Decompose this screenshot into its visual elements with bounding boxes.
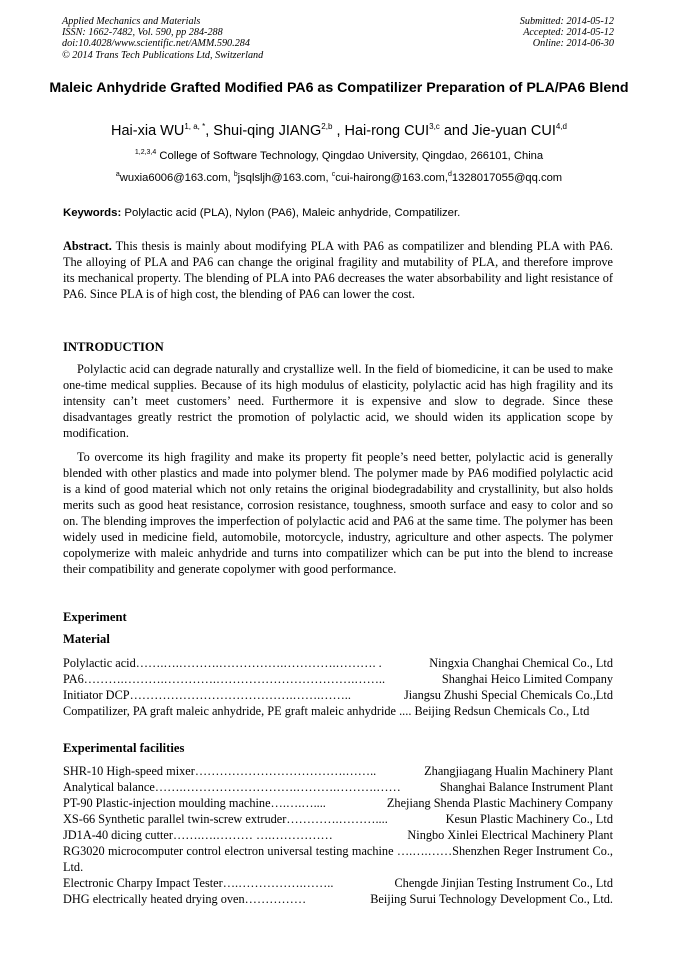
facility-name: SHR-10 High-speed mixer — [63, 764, 195, 778]
material-name: Initiator DCP — [63, 688, 130, 702]
list-item — [63, 795, 613, 811]
author-name: Shui-qing JIANG — [213, 123, 322, 139]
facilities-heading: Experimental facilities — [63, 741, 185, 755]
affiliation-text: College of Software Technology, Qingdao University, Qingdao, 266101, China — [159, 150, 544, 162]
material-list — [63, 655, 613, 719]
submission-dates — [520, 16, 614, 50]
author-name: Jie-yuan CUI — [472, 123, 556, 139]
facility-name: PT-90 Plastic-injection moulding machine — [63, 796, 271, 810]
list-item — [63, 891, 613, 907]
journal-doi: doi:10.4028/www.scientific.net/AMM.590.284 — [62, 38, 250, 50]
email-link[interactable]: cui-hairong@163.com, — [335, 172, 448, 184]
affiliation-sup: 1,2,3,4 — [134, 149, 157, 156]
facility-name: JD1A-40 dicing cutter — [63, 828, 173, 842]
leader-dots: ….….….... — [270, 796, 326, 810]
intro-paragraph-1: Polylactic acid can degrade naturally and crystallize well. In the field of biomedicine, it can be used to make one-time medical supplies. Because of its high modulus of elasticity, polylactic acid has high fragility and its intensity can’t meet customers’ need. Furthermore it is expensive and slow to degrade. Since these disadvantages greatly restrict the promotion of polylactic acid, we should widen its application scope by modification. — [63, 362, 613, 440]
facilities-list — [63, 763, 613, 907]
author-emails — [20, 172, 658, 184]
facility-name: XS-66 Synthetic parallel twin-screw extruder — [63, 812, 287, 826]
author-sup: 1, a, * — [184, 122, 206, 131]
author-list — [20, 121, 658, 141]
leader-dots: ………….……….... — [286, 812, 388, 826]
abstract — [63, 238, 613, 302]
author-separator: , — [332, 123, 345, 139]
keywords-text: Polylactic acid (PLA), Nylon (PA6), Maleic anhydride, Compatilizer. — [121, 207, 461, 219]
author-sup: 3,c — [429, 122, 440, 131]
leader-dots: …….….……… ….…………… — [172, 828, 333, 842]
journal-header — [62, 16, 263, 61]
material-source: Jiangsu Zhushi Special Chemicals Co.,Ltd — [403, 688, 613, 702]
author-name: Hai-xia WU — [111, 123, 185, 139]
material-name: PA6 — [63, 672, 84, 686]
introduction-heading: INTRODUCTION — [63, 340, 164, 354]
facility-maker: Kesun Plastic Machinery Co., Ltd — [445, 812, 613, 826]
facility-name: Analytical balance — [63, 780, 155, 794]
author-sup: 2,b — [321, 122, 333, 131]
leader-dots: …….……………………….……….……….…… — [154, 780, 401, 794]
facility-maker: Zhangjiagang Hualin Machinery Plant — [424, 764, 613, 778]
author-separator: , — [205, 123, 214, 139]
material-name: Polylactic acid — [63, 656, 136, 670]
leader-dots: ………………………………….…….…….. — [129, 688, 351, 702]
email-sup: d — [447, 171, 452, 178]
facility-maker: Beijing Surui Technology Development Co., Ltd. — [370, 892, 613, 906]
email-sup: a — [115, 171, 120, 178]
list-item — [63, 655, 613, 671]
list-item-wrapped: RG3020 microcomputer control electron universal testing machine ….….……Shenzhen Reger Instrument Co., Ltd. — [63, 844, 613, 874]
list-item — [63, 875, 613, 891]
email-link[interactable]: wuxia6006@163.com, — [119, 172, 234, 184]
facility-maker: Chengde Jinjian Testing Instrument Co., Ltd — [394, 876, 613, 890]
list-item — [63, 763, 613, 779]
abstract-label: Abstract. — [63, 239, 112, 253]
intro-paragraph-2: To overcome its high fragility and make its property fit people’s need better, polylactic acid is generally blended with other plastics and made into polymer blend. The polymer made by PA6 modified polylactic acid is a kind of good material which not only retains the original biodegradability and crystallinity, but also holds merits such as good heat resistance, corrosion resistance, toughness, smooth surface and easy to color and so on. The blending improves the imperfection of polylactic acid and PA6 at the same time. The polymer has been widely used in medicine field, automobile, motorcycle, industry, agriculture and other aspects. The polymer copolymerize with maleic anhydride and turns into compatilizer which can be put into the blend to increase their compatibility and generate copolymer with good performance. — [63, 450, 613, 576]
material-source: Shanghai Heico Limited Company — [441, 672, 613, 686]
accepted-date: Accepted: 2014-05-12 — [523, 27, 614, 39]
list-item — [63, 687, 613, 703]
facility-maker: Zhejiang Shenda Plastic Machinery Company — [386, 796, 613, 810]
facility-maker: Shanghai Balance Instrument Plant — [439, 780, 613, 794]
email-link[interactable]: jsqlsljh@163.com, — [237, 172, 332, 184]
journal-copyright: © 2014 Trans Tech Publications Ltd, Switzerland — [62, 49, 264, 61]
email-sup: c — [331, 171, 336, 178]
list-item — [63, 827, 613, 843]
leader-dots: ……………………………….…….. — [194, 764, 377, 778]
affiliation — [20, 150, 658, 162]
leader-dots: …….….……….…………….………….………. . — [135, 656, 382, 670]
list-item-wrapped: Compatilizer, PA graft maleic anhydride, PE graft maleic anhydride .... Beijing Redsun Chemicals Co., Ltd — [63, 704, 590, 718]
leader-dots: ….…………….…….. — [222, 876, 334, 890]
journal-name: Applied Mechanics and Materials — [62, 16, 201, 27]
author-separator: and — [439, 123, 473, 139]
facility-maker: Ningbo Xinlei Electrical Machinery Plant — [407, 828, 613, 842]
keywords-label: Keywords: — [63, 207, 122, 219]
online-date: Online: 2014-06-30 — [532, 38, 614, 50]
facility-name: Electronic Charpy Impact Tester — [63, 876, 223, 890]
material-heading: Material — [63, 632, 110, 646]
abstract-text: This thesis is mainly about modifying PLA with PA6 as compatilizer and blending PLA with PA6. The alloying of PLA and PA6 can change the original fragility and mutability of PLA, and therefore improve its mechanical property. The blending of PLA into PA6 decreases the water absorbability and light resistance of PA6. Since PLA is of high cost, the blending of PA6 can lower the cost. — [63, 239, 613, 301]
email-link[interactable]: 1328017055@qq.com — [451, 172, 563, 184]
submitted-date: Submitted: 2014-05-12 — [519, 16, 614, 27]
list-item — [63, 811, 613, 827]
author-name: Hai-rong CUI — [344, 123, 430, 139]
paper-title: Maleic Anhydride Grafted Modified PA6 as Compatilizer Preparation of PLA/PA6 Blend — [49, 80, 629, 96]
leader-dots: …………… — [244, 892, 307, 906]
journal-issn: ISSN: 1662-7482, Vol. 590, pp 284-288 — [62, 27, 223, 39]
author-sup: 4,d — [555, 122, 567, 131]
email-sup: b — [233, 171, 238, 178]
list-item — [63, 779, 613, 795]
keywords — [63, 207, 613, 219]
experiment-heading: Experiment — [63, 610, 127, 624]
facility-name: DHG electrically heated drying oven — [63, 892, 245, 906]
list-item — [63, 671, 613, 687]
material-source: Ningxia Changhai Chemical Co., Ltd — [429, 656, 613, 670]
leader-dots: ……….……….………….…………………………….…….. — [83, 672, 386, 686]
